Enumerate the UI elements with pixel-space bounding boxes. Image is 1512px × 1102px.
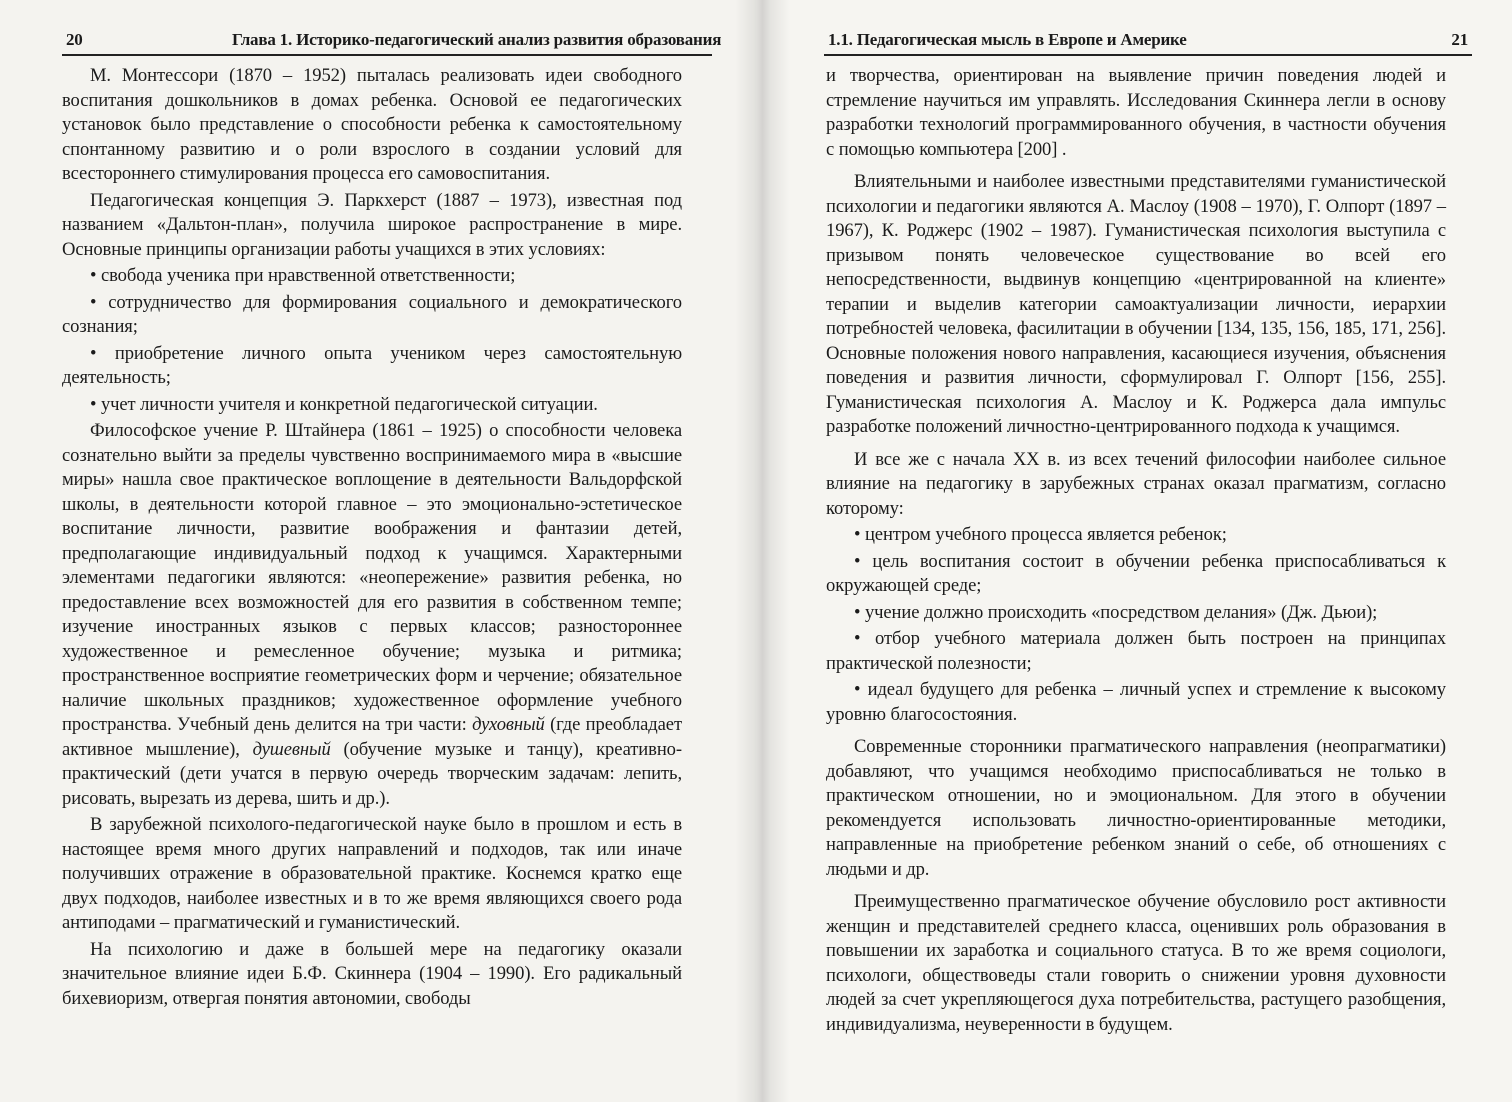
steiner-text-a: Философское учение Р. Штайнера (1861 – 1925) о способности человека сознательно выйти за пределы чувственно воспринимаемого мира в «высшие миры» нашла свое практическое воплощение в деятельности Вальдорфской школы, в деятельности которой главное – это эмоционально-эстетическое воспитание личности, развитие воображения и фантазии детей, предполагающие индивидуальный подход к учащимся. Характерными элементами педагогики являются: «неопережение» развития ребенка, но предоставление всех возможностей для его развития в собственном темпе; изучение иностранных языков с первых классов; разностороннее художественное и ремесленное обучение; музыка и ритмика; пространственное восприятие геометрических форм и черчение; обязательное наличие школьных праздников; художественное оформление учебного пространства. Учебный день делится на три части:: [62, 420, 682, 735]
term-soulful: душевный: [252, 738, 331, 760]
left-page-text: [62, 64, 682, 1013]
bullet-item: • центром учебного процесса является ребенок;: [854, 524, 1227, 545]
page-number-right: 21: [1451, 30, 1468, 49]
paragraph-montessori: М. Монтессори (1870 – 1952) пыталась реализовать идеи свободного воспитания дошкольников в домах ребенка. Основой ее педагогических установок было представление о способности ребенка к самостоятельному спонтанному развитию и о роли взрослого в создании условий для всестороннего стимулирования процесса его самовоспитания.: [62, 65, 682, 184]
right-page: [756, 0, 1512, 1102]
paragraph-humanistic: Влиятельными и наиболее известными представителями гуманистической психологии и педагогики являются А. Маслоу (1908 – 1970), Г. Олпорт (1897 – 1967), К. Роджерс (1902 – 1987). Гуманистическая психология выступила с призывом понять человеческое существование во всей его непосредственности, выдвинув концепцию «центрированной на клиенте» терапии и выделив категории самоактуализации личности, иерархии потребностей человека, фасилитации в обучении [134, 135, 156, 185, 171, 256]. Основные положения нового направления, касающиеся изучения, объяснения поведения и развития личности, сформулировал Г. Олпорт [156, 255]. Гуманистическая психология А. Маслоу и К. Роджерса дала импульс разработке положений личностно-центрированного подхода к учащимся.: [826, 171, 1446, 437]
steiner-text-c: (обучение музыке и танцу), креативно-практический (дети учатся в первую очередь творческим задачам: лепить, рисовать, вырезать из дерева, шить и др.).: [62, 738, 682, 809]
bullet-item: • учет личности учителя и конкретной педагогической ситуации.: [90, 393, 598, 415]
paragraph-neopragmatics: Современные сторонники прагматического направления (неопрагматики) добавляют, что учащимся необходимо приспосабливаться не только в практическом отношении, но и эмоциональном. Для этого в обучении рекомендуется использовать личностно-ориентированные методики, направленные на приобретение ребенком знаний о себе, об отношениях с людьми и др.: [826, 736, 1446, 880]
paragraph-consequences: Преимущественно прагматическое обучение обусловило рост активности женщин и представителей среднего класса, оценивших роль образования в повышении их заработка и социального статуса. В то же время социологи, психологи, обществоведы стали говорить о снижении уровня духовности людей за счет укрепляющегося духа потребительства, растущего разобщения, индивидуализма, неуверенности в будущем.: [826, 891, 1446, 1035]
bullet-item: • учение должно происходить «посредством делания» (Дж. Дьюи);: [854, 601, 1378, 623]
bullet-item: • приобретение личного опыта учеником через самостоятельную деятельность;: [62, 342, 682, 388]
right-page-header: [824, 30, 1472, 56]
bullet-item: • сотрудничество для формирования социального и демократического сознания;: [62, 291, 682, 337]
paragraph-parkhurst: Педагогическая концепция Э. Паркхерст (1887 – 1973), известная под названием «Дальтон-план», получила широкое распространение в мире. Основные принципы организации работы учащихся в этих условиях:: [62, 189, 682, 260]
paragraph-foreign-science: В зарубежной психолого-педагогической науке было в прошлом и есть в настоящее время много других направлений и подходов, так или иначе получивших отражение в образовательной практике. Коснемся кратко еще двух подходов, наиболее известных и в то же время являющихся своего рода антиподами – прагматический и гуманистический.: [62, 814, 682, 933]
running-title-right: 1.1. Педагогическая мысль в Европе и Америке: [828, 30, 1187, 49]
page-number-left: 20: [66, 30, 83, 49]
paragraph-skinner-continued: и творчества, ориентирован на выявление причин поведения людей и стремление научиться им управлять. Исследования Скиннера легли в основу разработки технологий программированного обучения, в частности обучения с помощью компьютера [200] .: [826, 65, 1446, 160]
bullet-item: • идеал будущего для ребенка – личный успех и стремление к высокому уровню благосостояния.: [826, 679, 1446, 725]
bullet-item: • цель воспитания состоит в обучении ребенка приспосабливаться к окружающей среде;: [826, 550, 1446, 596]
paragraph-skinner: На психологию и даже в большей мере на педагогику оказали значительное влияние идеи Б.Ф. Скиннера (1904 – 1990). Его радикальный бихевиоризм, отвергая понятия автономии, свободы: [62, 938, 682, 1009]
term-spiritual: духовный: [472, 714, 545, 735]
bullet-item: • свобода ученика при нравственной ответственности;: [90, 265, 516, 286]
left-page-header: [62, 30, 722, 56]
running-title-left: Глава 1. Историко-педагогический анализ развития образования: [232, 30, 722, 49]
bullet-item: • отбор учебного материала должен быть построен на принципах практической полезности;: [826, 628, 1446, 674]
paragraph-steiner: [62, 419, 682, 811]
paragraph-pragmatism: И все же с начала XX в. из всех течений философии наиболее сильное влияние на педагогику в зарубежных странах оказал прагматизм, согласно которому:: [826, 448, 1446, 519]
steiner-text-b: (где преобладает активное мышление),: [62, 714, 682, 760]
right-page-text: [826, 64, 1446, 1039]
